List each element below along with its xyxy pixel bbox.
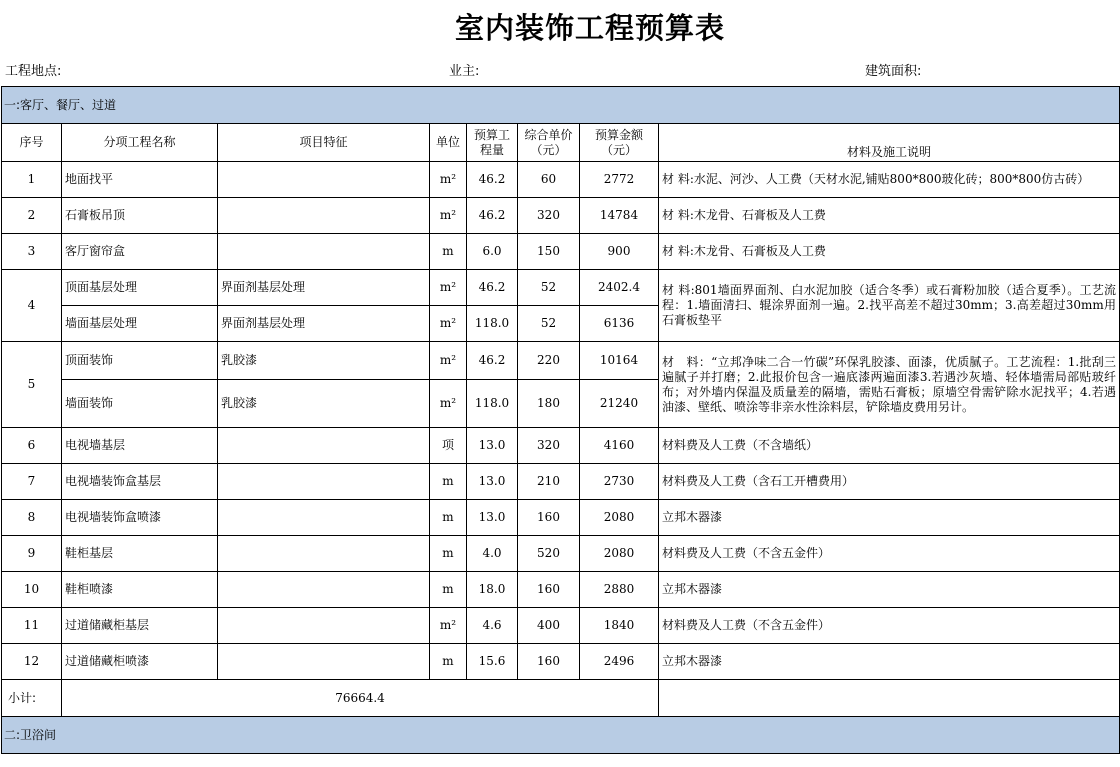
cell-feature [218, 536, 430, 572]
header-qty: 预算工程量 [467, 124, 518, 162]
cell-no: 1 [2, 162, 62, 198]
cell-unit: 项 [430, 428, 467, 464]
cell-amount: 2730 [580, 464, 659, 500]
cell-price: 400 [518, 608, 580, 644]
cell-feature [218, 198, 430, 234]
cell-no: 9 [2, 536, 62, 572]
cell-no: 10 [2, 572, 62, 608]
cell-feature [218, 464, 430, 500]
table-row [2, 198, 1120, 234]
cell-name: 顶面装饰 [62, 342, 218, 380]
cell-unit: m [430, 644, 467, 680]
cell-feature [218, 644, 430, 680]
cell-qty: 15.6 [467, 644, 518, 680]
cell-name: 石膏板吊顶 [62, 198, 218, 234]
cell-qty: 46.2 [467, 162, 518, 198]
cell-name: 过道储藏柜基层 [62, 608, 218, 644]
cell-qty: 18.0 [467, 572, 518, 608]
header-row [2, 124, 1120, 162]
header-no: 序号 [2, 124, 62, 162]
subtotal-label: 小计: [2, 680, 62, 717]
section-living-dining [2, 87, 1120, 124]
cell-feature: 乳胶漆 [218, 342, 430, 380]
cell-price: 60 [518, 162, 580, 198]
cell-name: 鞋柜喷漆 [62, 572, 218, 608]
cell-amount: 1840 [580, 608, 659, 644]
cell-qty: 6.0 [467, 234, 518, 270]
table-row [2, 270, 1120, 306]
header-unit: 单位 [430, 124, 467, 162]
cell-amount: 2772 [580, 162, 659, 198]
cell-amount: 6136 [580, 306, 659, 342]
cell-desc: 材料费及人工费（不含五金件） [659, 536, 1120, 572]
table-row [2, 342, 1120, 380]
cell-amount: 10164 [580, 342, 659, 380]
cell-price: 210 [518, 464, 580, 500]
cell-no: 5 [2, 342, 62, 428]
cell-feature: 界面剂基层处理 [218, 306, 430, 342]
cell-feature [218, 234, 430, 270]
cell-price: 320 [518, 198, 580, 234]
cell-feature [218, 500, 430, 536]
subtotal-desc [659, 680, 1120, 717]
cell-no: 6 [2, 428, 62, 464]
cell-amount: 2080 [580, 500, 659, 536]
cell-desc: 材 料:水泥、河沙、人工费（天材水泥,铺贴800*800玻化砖；800*800仿古砖） [659, 162, 1120, 198]
cell-name: 客厅窗帘盒 [62, 234, 218, 270]
cell-desc: 材 料:木龙骨、石膏板及人工费 [659, 198, 1120, 234]
cell-unit: m [430, 464, 467, 500]
cell-price: 52 [518, 270, 580, 306]
table-row [2, 500, 1120, 536]
subtotal-value: 76664.4 [62, 680, 659, 717]
cell-qty: 118.0 [467, 306, 518, 342]
cell-price: 160 [518, 572, 580, 608]
table-row [2, 608, 1120, 644]
cell-feature [218, 608, 430, 644]
cell-desc: 材料费及人工费（含石工开槽费用） [659, 464, 1120, 500]
cell-desc: 立邦木器漆 [659, 500, 1120, 536]
building-area-label: 建筑面积: [865, 64, 922, 79]
cell-desc: 材料费及人工费（不含五金件） [659, 608, 1120, 644]
cell-name: 地面找平 [62, 162, 218, 198]
table-row [2, 536, 1120, 572]
table-row [2, 162, 1120, 198]
cell-no: 12 [2, 644, 62, 680]
cell-feature [218, 162, 430, 198]
cell-no: 8 [2, 500, 62, 536]
cell-no: 2 [2, 198, 62, 234]
cell-unit: m² [430, 306, 467, 342]
cell-price: 150 [518, 234, 580, 270]
cell-unit: m² [430, 608, 467, 644]
cell-unit: m [430, 234, 467, 270]
project-location-label: 工程地点: [5, 64, 62, 79]
cell-qty: 4.0 [467, 536, 518, 572]
cell-amount: 21240 [580, 380, 659, 428]
cell-qty: 46.2 [467, 270, 518, 306]
cell-name: 电视墙基层 [62, 428, 218, 464]
section-label: 二:卫浴间 [2, 717, 1120, 754]
header-name: 分项工程名称 [62, 124, 218, 162]
cell-unit: m [430, 572, 467, 608]
cell-price: 520 [518, 536, 580, 572]
cell-price: 160 [518, 644, 580, 680]
cell-unit: m² [430, 270, 467, 306]
cell-no: 3 [2, 234, 62, 270]
cell-qty: 4.6 [467, 608, 518, 644]
cell-name: 电视墙装饰盒喷漆 [62, 500, 218, 536]
cell-qty: 46.2 [467, 342, 518, 380]
cell-price: 160 [518, 500, 580, 536]
cell-name: 顶面基层处理 [62, 270, 218, 306]
cell-feature: 界面剂基层处理 [218, 270, 430, 306]
table-row [2, 428, 1120, 464]
cell-unit: m [430, 536, 467, 572]
cell-amount: 2080 [580, 536, 659, 572]
cell-qty: 118.0 [467, 380, 518, 428]
owner-label: 业主: [449, 64, 480, 79]
cell-unit: m² [430, 380, 467, 428]
cell-desc: 立邦木器漆 [659, 644, 1120, 680]
cell-name: 墙面装饰 [62, 380, 218, 428]
cell-price: 320 [518, 428, 580, 464]
header-feature: 项目特征 [218, 124, 430, 162]
cell-feature: 乳胶漆 [218, 380, 430, 428]
cell-no: 4 [2, 270, 62, 342]
page-title: 室内装饰工程预算表 [454, 11, 725, 45]
cell-name: 过道储藏柜喷漆 [62, 644, 218, 680]
cell-qty: 13.0 [467, 500, 518, 536]
section-label: 一:客厅、餐厅、过道 [2, 87, 1120, 124]
cell-amount: 14784 [580, 198, 659, 234]
cell-qty: 13.0 [467, 464, 518, 500]
header-desc: 材料及施工说明 [659, 124, 1120, 162]
cell-feature [218, 572, 430, 608]
subtotal-row [2, 680, 1120, 717]
cell-amount: 2496 [580, 644, 659, 680]
cell-price: 52 [518, 306, 580, 342]
cell-qty: 13.0 [467, 428, 518, 464]
cell-desc: 材料费及人工费（不含墙纸） [659, 428, 1120, 464]
cell-no: 11 [2, 608, 62, 644]
cell-desc: 材 料:木龙骨、石膏板及人工费 [659, 234, 1120, 270]
cell-name: 鞋柜基层 [62, 536, 218, 572]
section-bathroom [2, 717, 1120, 754]
cell-amount: 2880 [580, 572, 659, 608]
cell-feature [218, 428, 430, 464]
header-price: 综合单价（元） [518, 124, 580, 162]
cell-amount: 4160 [580, 428, 659, 464]
cell-name: 电视墙装饰盒基层 [62, 464, 218, 500]
cell-unit: m² [430, 162, 467, 198]
table-row [2, 644, 1120, 680]
cell-name: 墙面基层处理 [62, 306, 218, 342]
cell-no: 7 [2, 464, 62, 500]
table-row [2, 572, 1120, 608]
cell-price: 220 [518, 342, 580, 380]
cell-qty: 46.2 [467, 198, 518, 234]
table-row [2, 234, 1120, 270]
budget-table [1, 86, 1120, 754]
cell-amount: 900 [580, 234, 659, 270]
cell-desc: 材 料：“立邦净味二合一竹碳”环保乳胶漆、面漆，优质腻子。工艺流程：1.批刮三遍腻子并打磨；2.此报价包含一遍底漆两遍面漆3.若遇沙灰墙、轻体墙需局部贴玻纤布；对外墙内保温及质量差的隔墙，需贴石膏板；原墙空骨需铲除水泥找平；4.若遇油漆、壁纸、喷涂等非亲水性涂料层，铲除墙皮费用另计。 [659, 342, 1120, 428]
cell-price: 180 [518, 380, 580, 428]
cell-unit: m² [430, 198, 467, 234]
table-row [2, 464, 1120, 500]
header-amount: 预算金额（元） [580, 124, 659, 162]
cell-unit: m² [430, 342, 467, 380]
cell-unit: m [430, 500, 467, 536]
cell-desc: 立邦木器漆 [659, 572, 1120, 608]
cell-amount: 2402.4 [580, 270, 659, 306]
cell-desc: 材 料:801墙面界面剂、白水泥加胶（适合冬季）或石膏粉加胶（适合夏季）。工艺流程：1.墙面清扫、辊涂界面剂一遍。2.找平高差不超过30mm；3.高差超过30mm用石膏板垫平 [659, 270, 1120, 342]
